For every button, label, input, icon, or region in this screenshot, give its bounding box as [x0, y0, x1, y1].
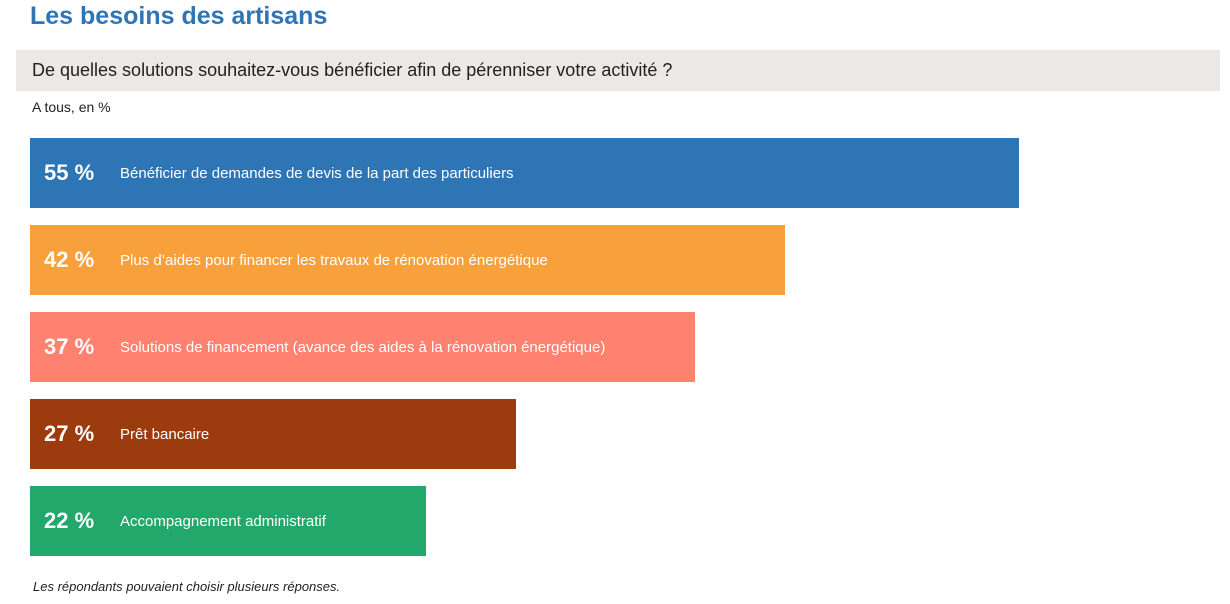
- survey-question: De quelles solutions souhaitez-vous bénéficier afin de pérenniser votre activité ?: [32, 60, 673, 80]
- bar-category-label: Solutions de financement (avance des aides à la rénovation énergétique): [120, 338, 606, 356]
- bar-5: [30, 486, 426, 556]
- base-note: A tous, en %: [32, 99, 111, 115]
- bar-chart: [30, 138, 1220, 558]
- bar-4: [30, 399, 516, 469]
- bar-category-label: Accompagnement administratif: [120, 512, 326, 530]
- question-band: [16, 50, 1220, 91]
- bar-3: [30, 312, 695, 382]
- bar-2: [30, 225, 785, 295]
- bar-category-label: Prêt bancaire: [120, 425, 210, 443]
- bar-category-label: Bénéficier de demandes de devis de la part des particuliers: [120, 164, 514, 182]
- bar-category-label: Plus d’aides pour financer les travaux de rénovation énergétique: [120, 251, 548, 269]
- bar-value-label: 22 %: [44, 508, 95, 533]
- bar-value-label: 37 %: [44, 334, 95, 359]
- bar-value-label: 27 %: [44, 421, 95, 446]
- page-title: Les besoins des artisans: [30, 2, 328, 30]
- bar-value-label: 42 %: [44, 247, 95, 272]
- bar-value-label: 55 %: [44, 160, 95, 185]
- bar-1: [30, 138, 1019, 208]
- footnote: Les répondants pouvaient choisir plusieurs réponses.: [33, 579, 341, 594]
